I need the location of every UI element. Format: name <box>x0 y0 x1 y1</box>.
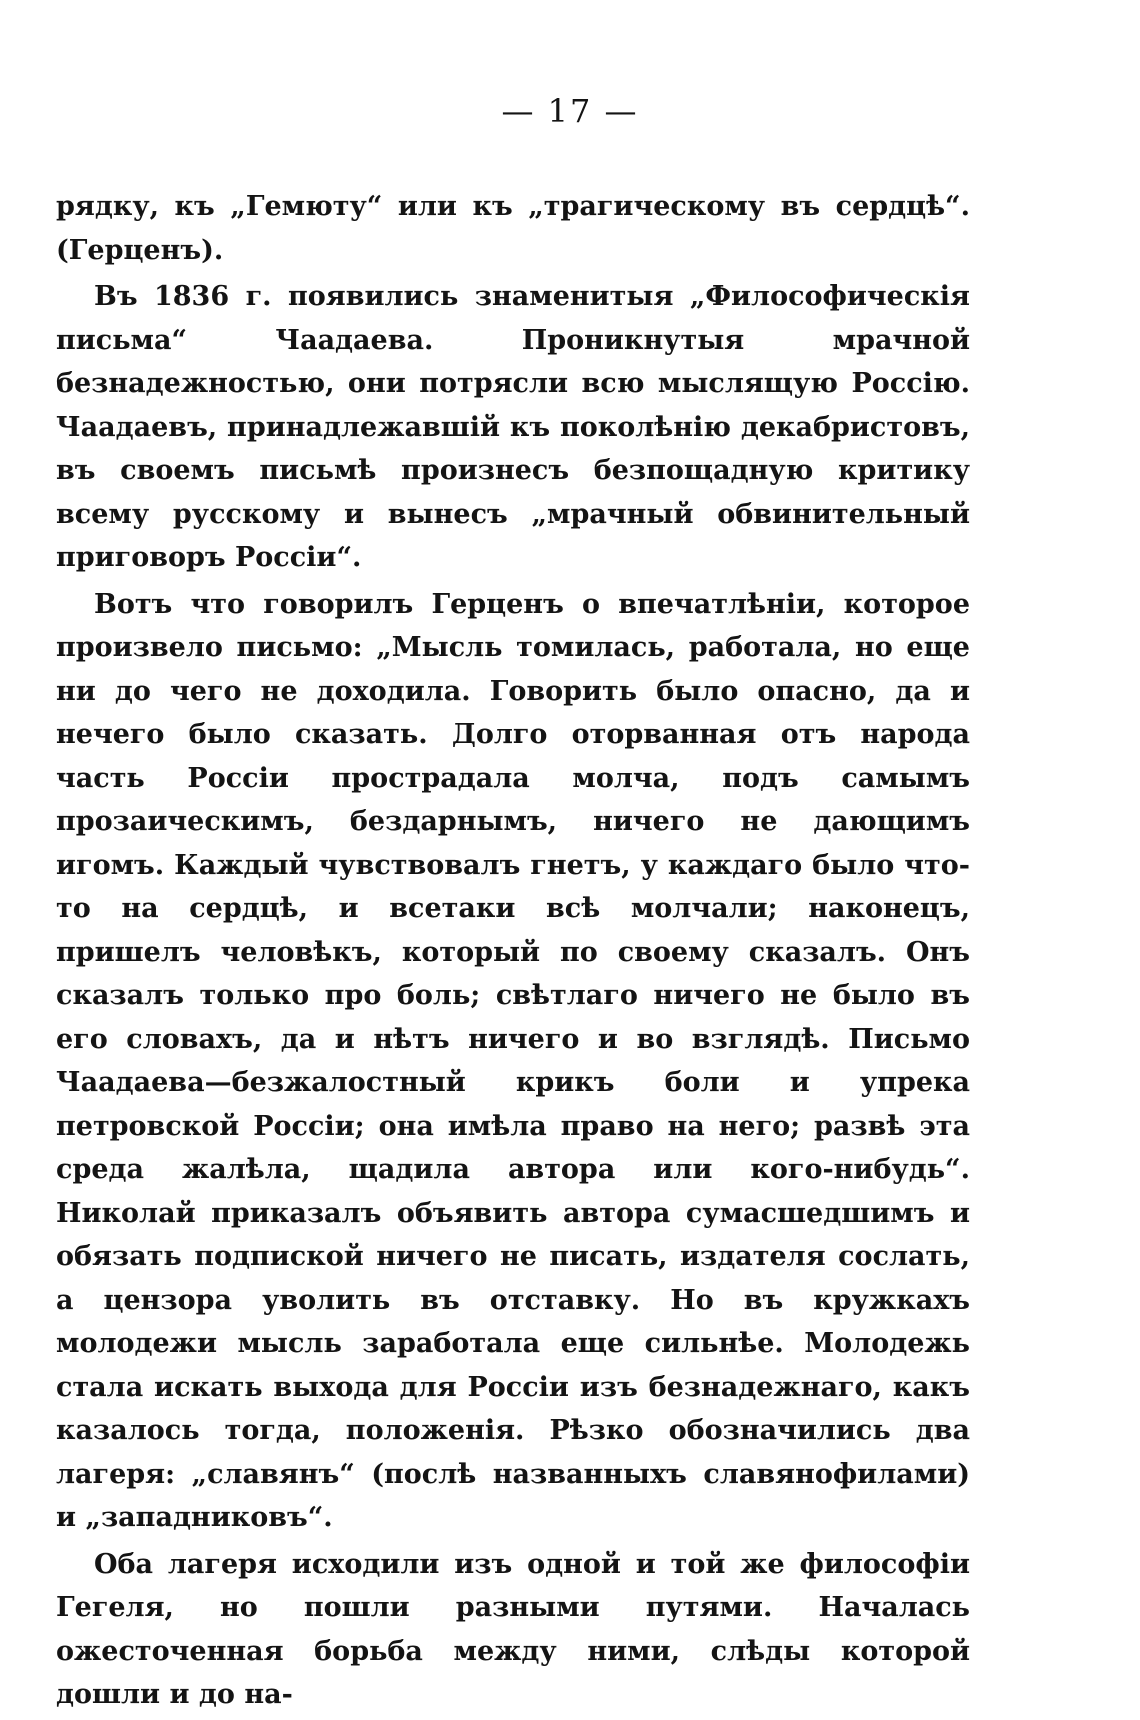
paragraph: Вотъ что говорилъ Герценъ о впечатлѣніи, которое произвело письмо: „Мысль томилась, работала, но еще ни до чего не доходила. Говорить было опасно, да и нечего было сказать. Долго оторванная отъ народа часть Россіи прострадала молча, подъ самымъ прозаическимъ, бездарнымъ, ничего не дающимъ игомъ. Каждый чувствовалъ гнетъ, у каждаго было что-то на сердцѣ, и всетаки всѣ молчали; наконецъ, пришелъ человѣкъ, который по своему сказалъ. Онъ сказалъ только про боль; свѣтлаго ничего не было въ его словахъ, да и нѣтъ ничего и во взглядѣ. Письмо Чаадаева—безжалостный крикъ боли и упрека петровской Россіи; она имѣла право на него; развѣ эта среда жалѣла, щадила автора или кого-нибудь“. Николай приказалъ объявить автора сумасшедшимъ и обязать подпиской ничего не писать, издателя сослать, а цензора уволить въ отставку. Но въ кружкахъ молодежи мысль заработала еще сильнѣе. Молодежь стала искать выхода для Россіи изъ безнадежнаго, какъ казалось тогда, положенія. Рѣзко обозначились два лагеря: „славянъ“ (послѣ названныхъ славянофилами) и „западниковъ“. <box>56 588 970 1533</box>
paragraph: рядку, къ „Гемюту“ или къ „трагическому въ сердцѣ“. (Герценъ). <box>56 191 970 266</box>
body-text <box>56 185 970 1720</box>
paragraph: Въ 1836 г. появились знаменитыя „Философическія письма“ Чаадаева. Проникнутыя мрачной безнадежностью, они потрясли всю мыслящую Россію. Чаадаевъ, принадлежавшій къ поколѣнію декабристовъ, въ своемъ письмѣ произнесъ безпощадную критику всему русскому и вынесъ „мрачный обвинительный приговоръ Россіи“. <box>56 281 970 573</box>
page-number: — 17 — <box>501 92 639 130</box>
paragraph: Оба лагеря исходили изъ одной и той же философіи Гегеля, но пошли разными путями. Началась ожесточенная борьба между ними, слѣды которой дошли и до на- <box>56 1548 970 1710</box>
